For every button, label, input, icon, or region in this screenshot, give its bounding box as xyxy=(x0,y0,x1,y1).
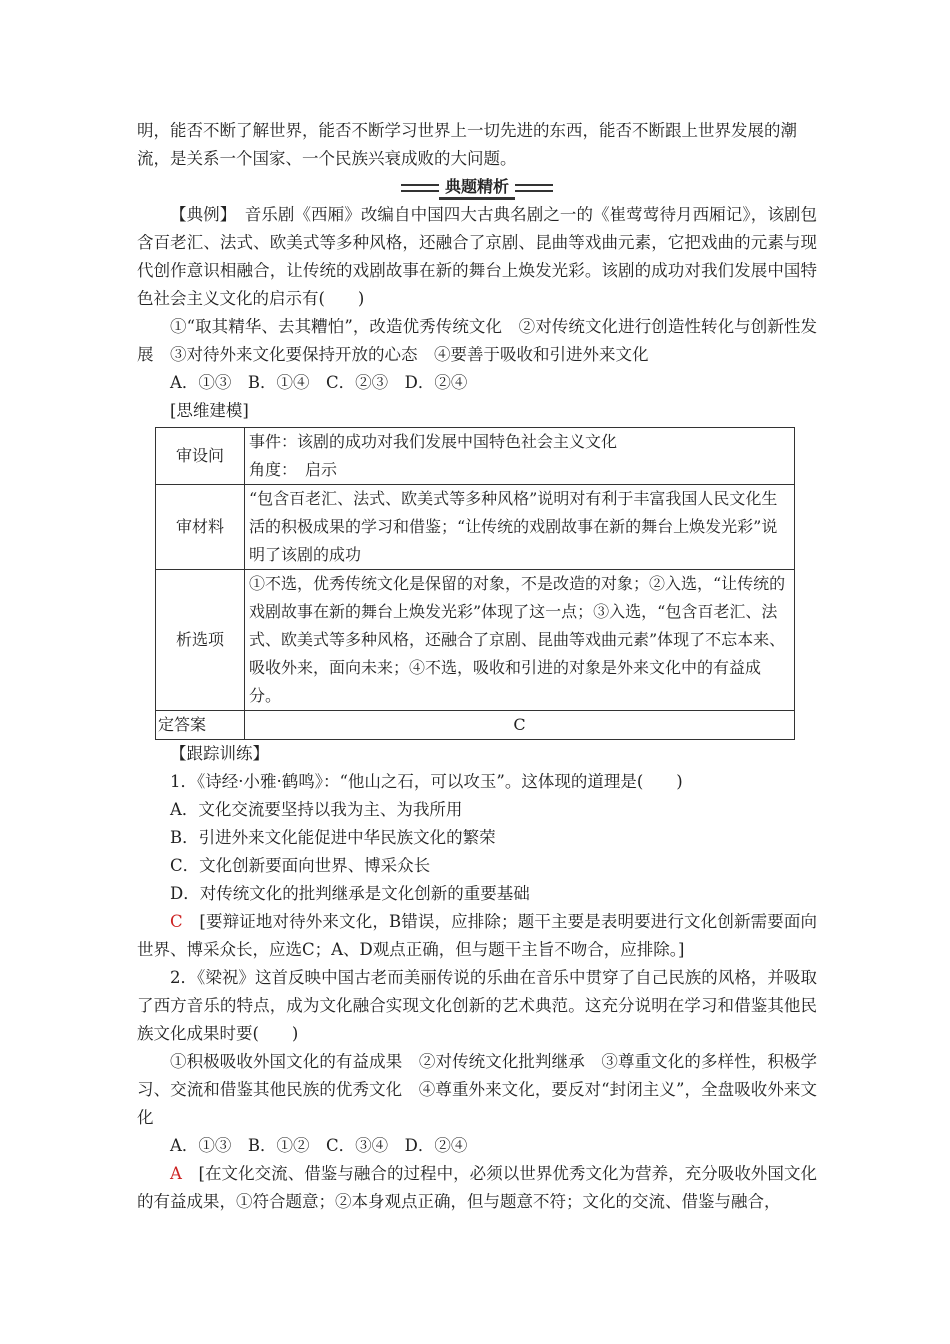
table-row xyxy=(156,570,795,711)
example-stem: 音乐剧《西厢》改编自中国四大古典名剧之一的《崔莺莺待月西厢记》，该剧包含百老汇、法式、欧美式等多种风格，还融合了京剧、昆曲等戏曲元素，它把戏曲的元素与现代创作意识相融合，让传统的戏剧故事在新的舞台上焕发光彩。该剧的成功对我们发展中国特色社会主义文化的启示有( ) xyxy=(137,205,818,308)
q1-explanation: [要辩证地对待外来文化，B错误，应排除；题干主要是表明要进行文化创新需要面向世界、博采众长，应选C；A、D观点正确，但与题干主旨不吻合，应排除。] xyxy=(137,912,818,959)
q1-option-a: A．文化交流要坚持以我为主、为我所用 xyxy=(170,800,463,819)
q2-explanation: [在文化交流、借鉴与融合的过程中，必须以世界优秀文化为营养，充分吸收外国文化的有益成果，①符合题意；②本身观点正确，但与题意不符；文化的交流、借鉴与融合， xyxy=(137,1164,818,1211)
banner-left-ornament xyxy=(401,184,439,192)
answer-cell: C xyxy=(245,711,795,740)
row-label: 审材料 xyxy=(156,485,245,570)
q2-stem: 2．《梁祝》这首反映中国古老而美丽传说的乐曲在音乐中贯穿了自己民族的风格，并吸取了西方音乐的特点，成为文化融合实现文化创新的艺术典范。这充分说明在学习和借鉴其他民族文化成果时要( ) xyxy=(137,968,817,1043)
banner-title: 典题精析 xyxy=(439,177,515,200)
q2-answer: A xyxy=(170,1164,182,1183)
q1-answer: C xyxy=(170,912,183,931)
row-label: 审设问 xyxy=(156,428,245,485)
intro-line-1: 明，能否不断了解世界，能否不断学习世界上一切先进的东西，能否不断跟上世界发展的潮 xyxy=(137,121,797,140)
table-row xyxy=(156,711,795,740)
q2-statements: ①积极吸收外国文化的有益成果 ②对传统文化批判继承 ③尊重文化的多样性，积极学习、交流和借鉴其他民族的优秀文化 ④尊重外来文化，要反对“封闭主义”，全盘吸收外来文化 xyxy=(137,1052,817,1127)
thinking-model-label: [思维建模] xyxy=(170,401,249,420)
table-row xyxy=(156,485,795,570)
q2-options: A．①③ B．①② C．③④ D．②④ xyxy=(170,1136,468,1155)
section-banner xyxy=(137,177,817,199)
example-tag: 【典例】 xyxy=(170,205,229,224)
training-tag: 【跟踪训练】 xyxy=(170,744,269,763)
q2-answer-explanation xyxy=(137,1160,817,1216)
q1-stem: 1．《诗经·小雅·鹤鸣》：“他山之石，可以攻玉”。这体现的道理是( ) xyxy=(170,772,683,791)
q1-option-d: D．对传统文化的批判继承是文化创新的重要基础 xyxy=(170,884,530,903)
table-row xyxy=(156,428,795,485)
thinking-model-table xyxy=(155,427,795,740)
row-line: 事件：该剧的成功对我们发展中国特色社会主义文化 xyxy=(249,432,618,451)
row-label: 析选项 xyxy=(156,570,245,711)
example-question xyxy=(137,201,817,313)
q1-option-c: C．文化创新要面向世界、博采众长 xyxy=(170,856,431,875)
intro-line-2: 流，是关系一个国家、一个民族兴衰成败的大问题。 xyxy=(137,149,517,168)
row-content: “包含百老汇、法式、欧美式等多种风格”说明对有利于丰富我国人民文化生活的积极成果的学习和借鉴；“让传统的戏剧故事在新的舞台上焕发光彩”说明了该剧的成功 xyxy=(245,485,795,570)
row-line: 角度： 启示 xyxy=(249,460,338,479)
row-label: 定答案 xyxy=(156,711,245,740)
q1-option-b: B．引进外来文化能促进中华民族文化的繁荣 xyxy=(170,828,496,847)
row-content xyxy=(245,428,795,485)
example-statements: ①“取其精华、去其糟怕”，改造优秀传统文化 ②对传统文化进行创造性转化与创新性发展 ③对待外来文化要保持开放的心态 ④要善于吸收和引进外来文化 xyxy=(137,317,817,364)
banner-right-ornament xyxy=(515,184,553,192)
page-content xyxy=(137,117,817,1216)
row-content: ①不选，优秀传统文化是保留的对象，不是改造的对象；②入选，“让传统的戏剧故事在新的舞台上焕发光彩”体现了这一点；③入选，“包含百老汇、法式、欧美式等多种风格，还融合了京剧、昆曲等戏曲元素”体现了不忘本来、吸收外来，面向未来；④不选，吸收和引进的对象是外来文化中的有益成分。 xyxy=(245,570,795,711)
example-options: A．①③ B．①④ C．②③ D．②④ xyxy=(170,373,468,392)
q1-answer-explanation xyxy=(137,908,817,964)
